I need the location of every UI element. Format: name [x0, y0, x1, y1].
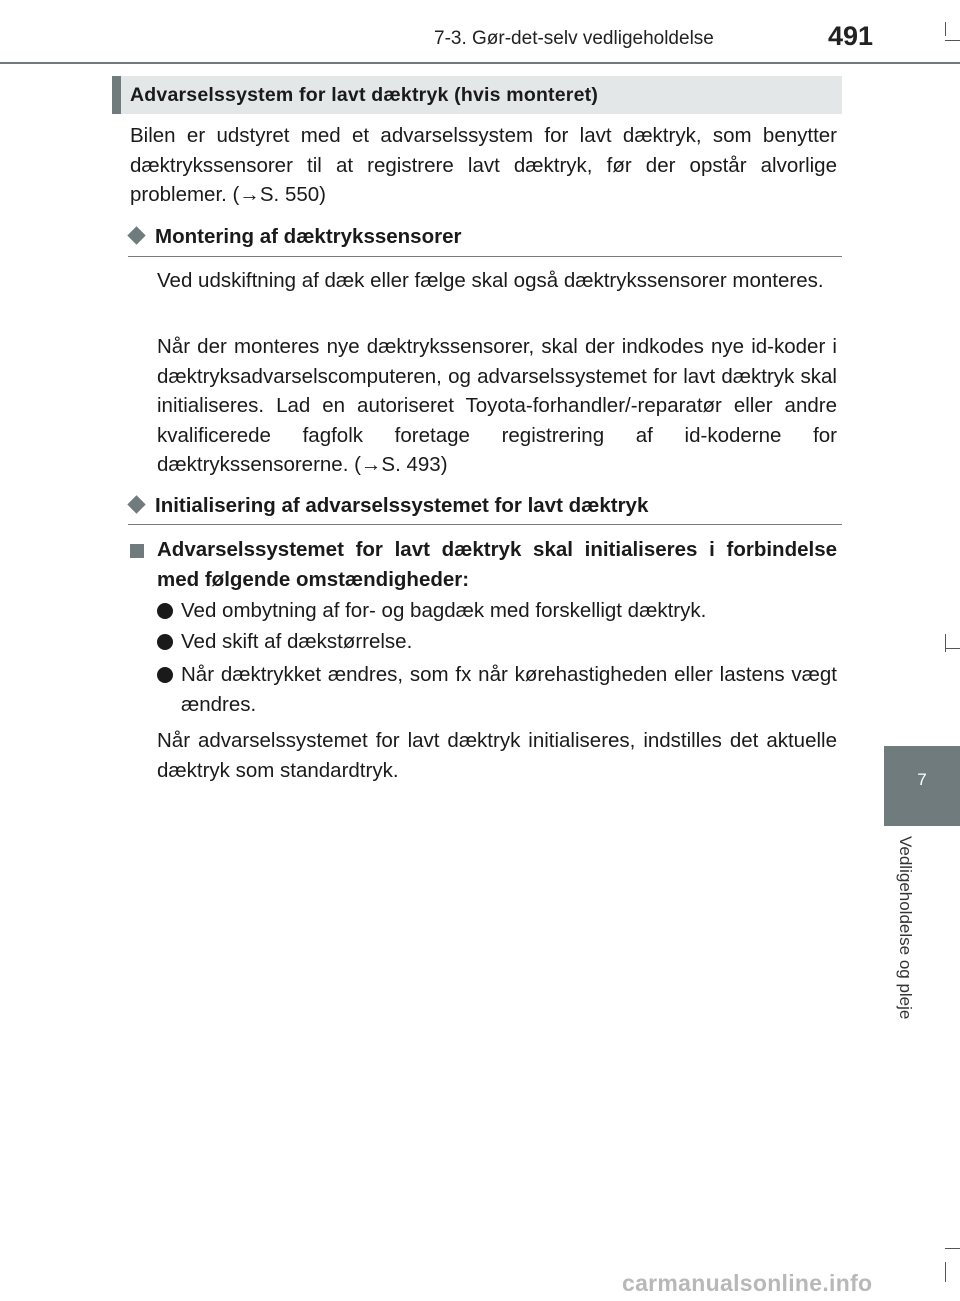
crop-mark	[945, 648, 960, 649]
subsection-heading	[130, 225, 461, 249]
body-paragraph: Når der monteres nye dæktrykssensorer, skal der indkodes nye id-koder i dæktryksadvarselscomputeren, og advarselssystemet for lavt dæktryk skal initialiseres. Lad en autoriseret Toyota-forhandler/-reparatør eller andre kvalificerede fagfolk foretage registrering af id-koderne for dæktrykssensorerne. (→S. 493)	[157, 335, 837, 476]
section-title: Advarselssystem for lavt dæktryk (hvis monteret)	[130, 84, 599, 106]
crop-mark	[945, 634, 946, 652]
section-title-accent	[112, 76, 121, 114]
subsection-rule	[128, 524, 842, 525]
crop-mark	[945, 1248, 960, 1249]
dot-bullet-icon	[157, 603, 173, 619]
chapter-number: 7	[917, 770, 927, 789]
bullet-item: Ved ombytning af for- og bagdæk med forskelligt dæktryk.	[181, 599, 707, 622]
subsection-heading	[130, 494, 648, 518]
bullet-item: Ved skift af dækstørrelse.	[181, 630, 413, 653]
crop-mark	[945, 40, 960, 41]
subsection-title: Montering af dæktrykssensorer	[155, 225, 462, 248]
subsection-title: Initialisering af advarselssystemet for lavt dæktryk	[155, 494, 649, 517]
body-paragraph: Ved udskiftning af dæk eller fælge skal også dæktrykssensorer monteres.	[157, 269, 824, 292]
subsection-rule	[128, 256, 842, 257]
chapter-label-wrap	[893, 836, 917, 1056]
section-title-box	[112, 76, 842, 114]
dot-bullet-icon	[157, 667, 173, 683]
chapter-label: Vedligeholdelse og pleje	[896, 836, 915, 1020]
crop-mark	[945, 22, 946, 36]
header-rule	[0, 62, 960, 64]
watermark: carmanualsonline.info	[622, 1270, 873, 1296]
crop-mark	[945, 1262, 946, 1282]
diamond-bullet-icon	[127, 495, 145, 513]
closing-paragraph: Når advarselssystemet for lavt dæktryk initialiseres, indstilles det aktuelle dæktryk som standardtryk.	[157, 729, 837, 782]
bullet-item: Når dæktrykket ændres, som fx når kørehastigheden eller lastens vægt ændres.	[181, 663, 837, 716]
intro-paragraph: Bilen er udstyret med et advarselssystem for lavt dæktryk, som benytter dæktrykssensorer til at registrere lavt dæktryk, før der opstår alvorlige problemer. (→S. 550)	[130, 124, 837, 206]
dot-bullet-icon	[157, 634, 173, 650]
chapter-tab	[884, 746, 960, 826]
block-heading: Advarselssystemet for lavt dæktryk skal initialiseres i forbindelse med følgende omstændigheder:	[157, 538, 837, 591]
page-number: 491	[828, 21, 874, 51]
running-header: 7-3. Gør-det-selv vedligeholdelse	[434, 28, 714, 49]
square-bullet-icon	[130, 544, 144, 558]
diamond-bullet-icon	[127, 226, 145, 244]
